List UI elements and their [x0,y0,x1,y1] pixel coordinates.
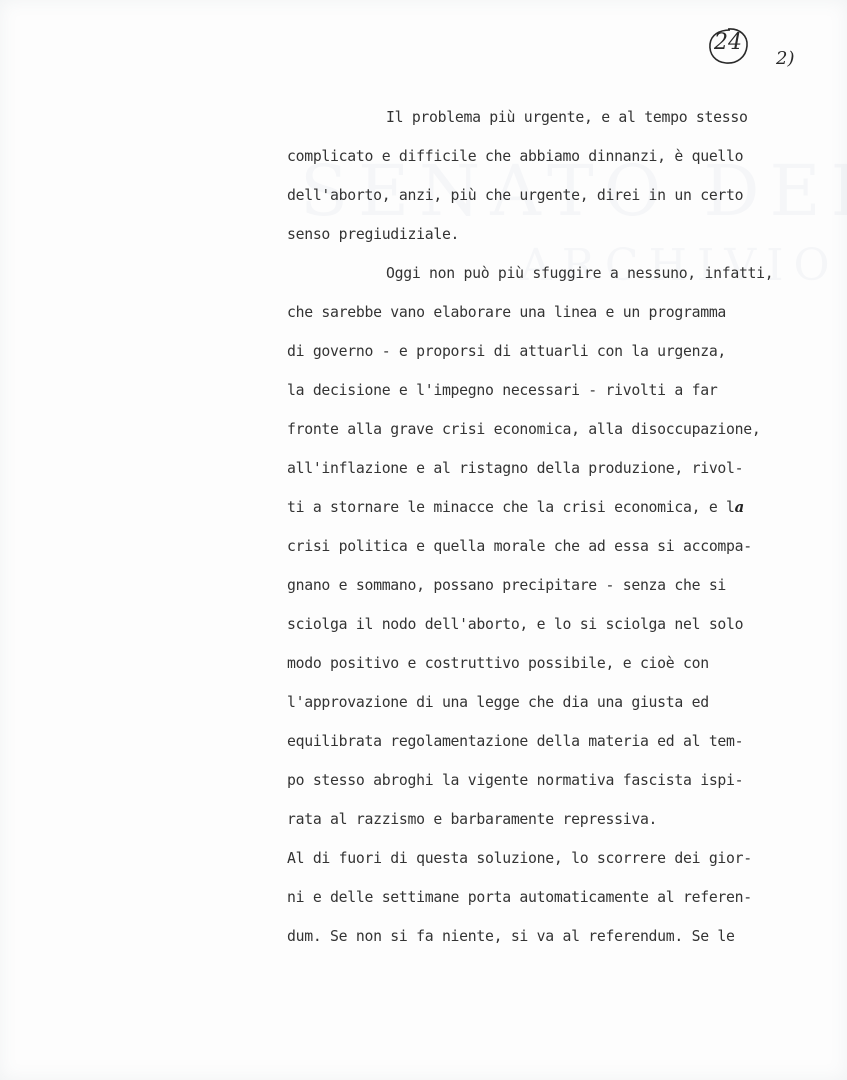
text-line: la decisione e l'impegno necessari - rivolti a far [287,382,718,399]
text-line: sciolga il nodo dell'aborto, e lo si sciolga nel solo [287,616,744,633]
text-line: di governo - e proporsi di attuarli con la urgenza, [287,343,727,360]
text-line: fronte alla grave crisi economica, alla disoccupazione, [287,421,761,438]
text-line: rata al razzismo e barbaramente repressiva. [287,811,658,828]
text-line: all'inflazione e al ristagno della produzione, rivol- [287,460,744,477]
text-line: po stesso abroghi la vigente normativa fascista ispi- [287,772,744,789]
text-line: dell'aborto, anzi, più che urgente, direi in un certo [287,187,744,204]
folio-number: 24 [714,30,742,55]
text-line-with-insert [287,498,744,518]
text-line: equilibrata regolamentazione della materia ed al tem- [287,733,744,750]
text-line: ti a stornare le minacce che la crisi economica, e l [287,499,735,516]
text-line: dum. Se non si fa niente, si va al referendum. Se le [287,928,735,945]
text-line: gnano e sommano, possano precipitare - senza che si [287,577,727,594]
text-line: senso pregiudiziale. [287,226,460,243]
text-line: modo positivo e costruttivo possibile, e cioè con [287,655,709,672]
text-line: ni e delle settimane porta automaticamente al referen- [287,889,752,906]
page-number: 2) [776,48,795,69]
handwritten-insert: a [734,499,744,516]
text-line: che sarebbe vano elaborare una linea e un programma [287,304,727,321]
text-line: l'approvazione di una legge che dia una giusta ed [287,694,709,711]
text-line: complicato e difficile che abbiamo dinnanzi, è quello [287,148,744,165]
text-line: Oggi non può più sfuggire a nessuno, infatti, [386,265,774,282]
text-line: Il problema più urgente, e al tempo stesso [386,109,748,126]
text-line: Al di fuori di questa soluzione, lo scorrere dei gior- [287,850,752,867]
text-line: crisi politica e quella morale che ad essa si accompa- [287,538,752,555]
